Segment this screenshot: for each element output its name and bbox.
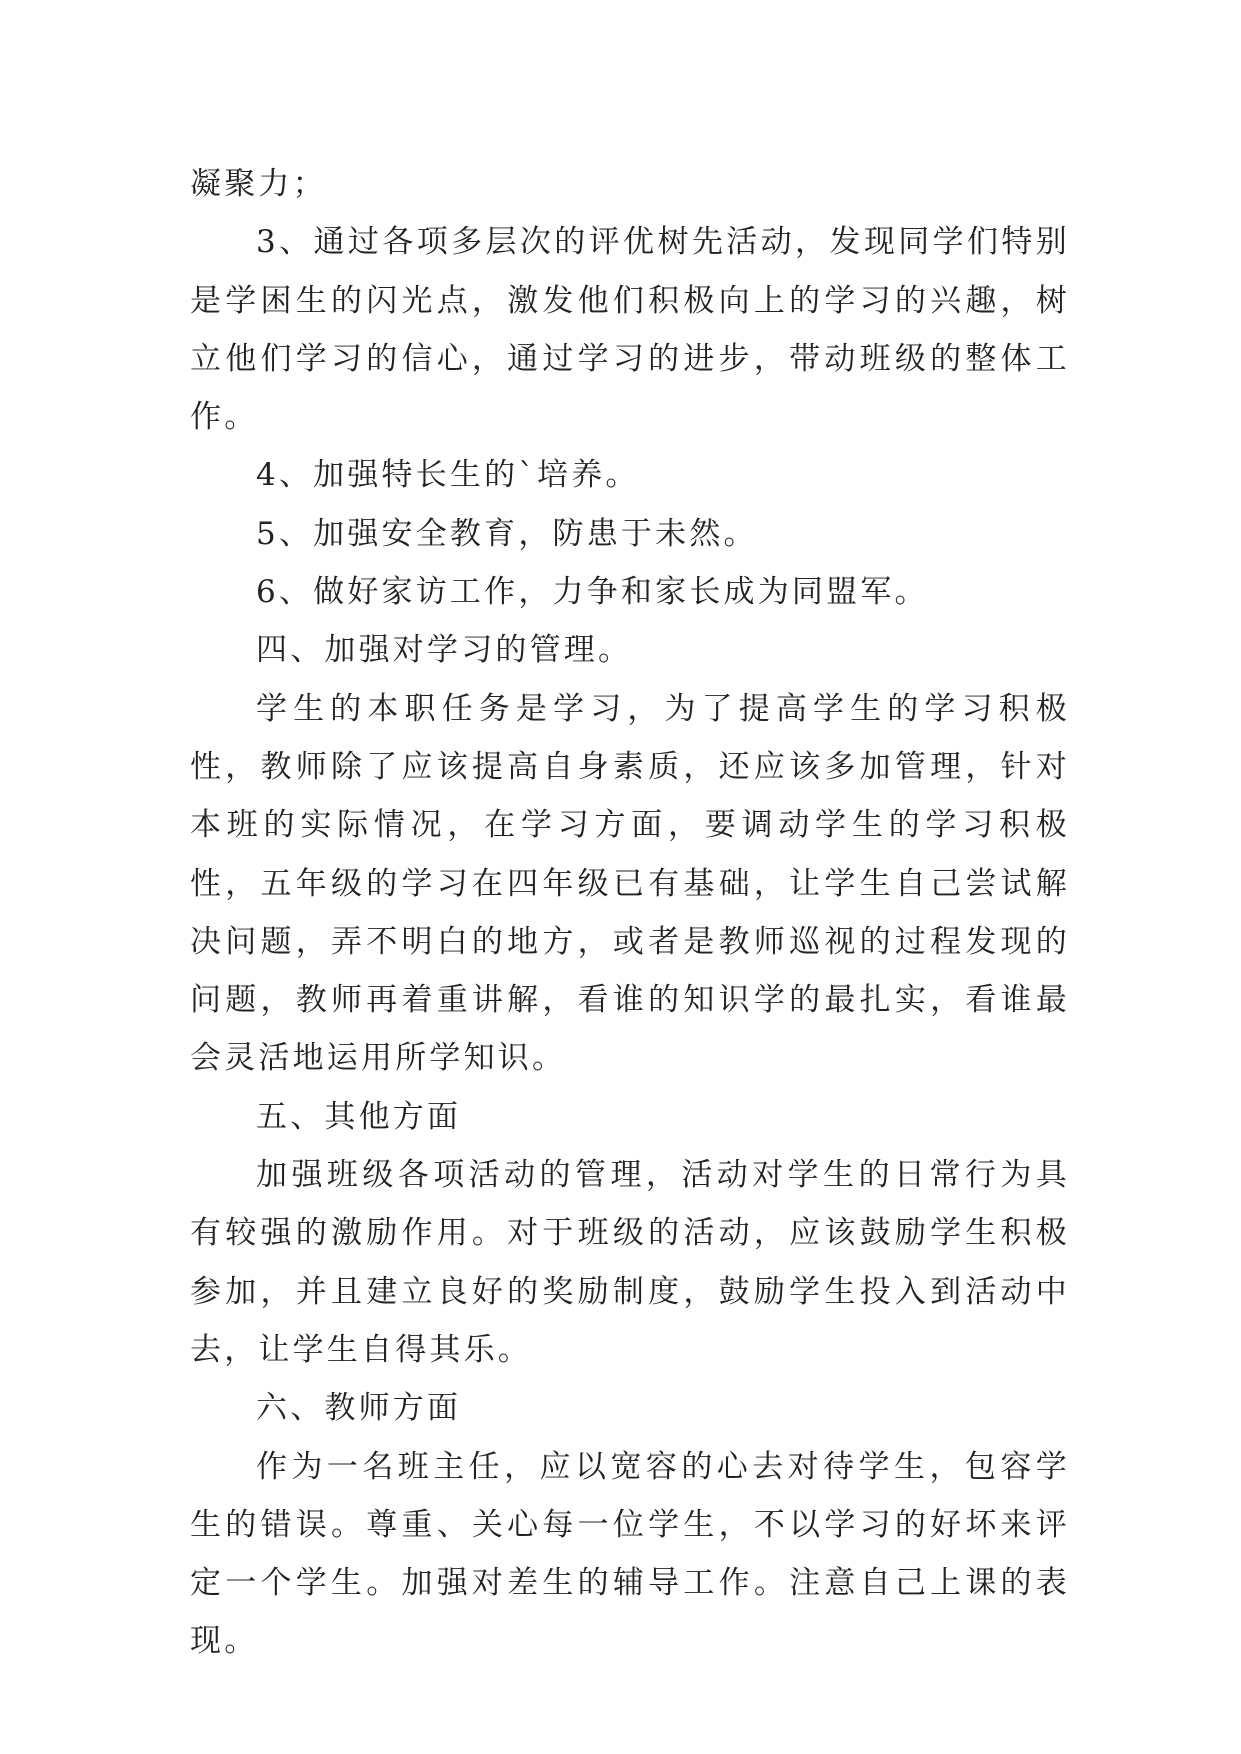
section-heading-5: 五、其他方面: [256, 1098, 462, 1135]
paragraph-teacher-aspects: 作为一名班主任，应以宽容的心去对待学生，包容学生的错误。尊重、关心每一位学生，不以学习的好坏来评定一个学生。加强对差生的辅导工作。注意自己上课的表现。: [190, 1448, 1070, 1660]
paragraph-item-6: 6、做好家访工作，力争和家长成为同盟军。: [256, 574, 929, 611]
section-heading-6: 六、教师方面: [256, 1390, 462, 1427]
paragraph-item-3: 3、通过各项多层次的评优树先活动，发现同学们特别是学困生的闪光点，激发他们积极向上的学习的兴趣，树立他们学习的信心，通过学习的进步，带动班级的整体工作。: [190, 224, 1070, 436]
paragraph-learning-management: 学生的本职任务是学习，为了提高学生的学习积极性，教师除了应该提高自身素质，还应该多加管理，针对本班的实际情况，在学习方面，要调动学生的学习积极性，五年级的学习在四年级已有基础，让学生自己尝试解决问题，弄不明白的地方，或者是教师巡视的过程发现的问题，教师再着重讲解，看谁的知识学的最扎实，看谁最会灵活地运用所学知识。: [190, 690, 1070, 1077]
document-body: [190, 155, 1070, 1671]
paragraph-continuation: 凝聚力；: [190, 166, 327, 202]
paragraph-item-4: 4、加强特长生的`培养。: [256, 457, 640, 494]
paragraph-other-aspects: 加强班级各项活动的管理，活动对学生的日常行为具有较强的激励作用。对于班级的活动，应该鼓励学生积极参加，并且建立良好的奖励制度，鼓励学生投入到活动中去，让学生自得其乐。: [190, 1157, 1070, 1368]
paragraph-item-5: 5、加强安全教育，防患于未然。: [256, 515, 758, 552]
section-heading-4: 四、加强对学习的管理。: [256, 632, 633, 669]
